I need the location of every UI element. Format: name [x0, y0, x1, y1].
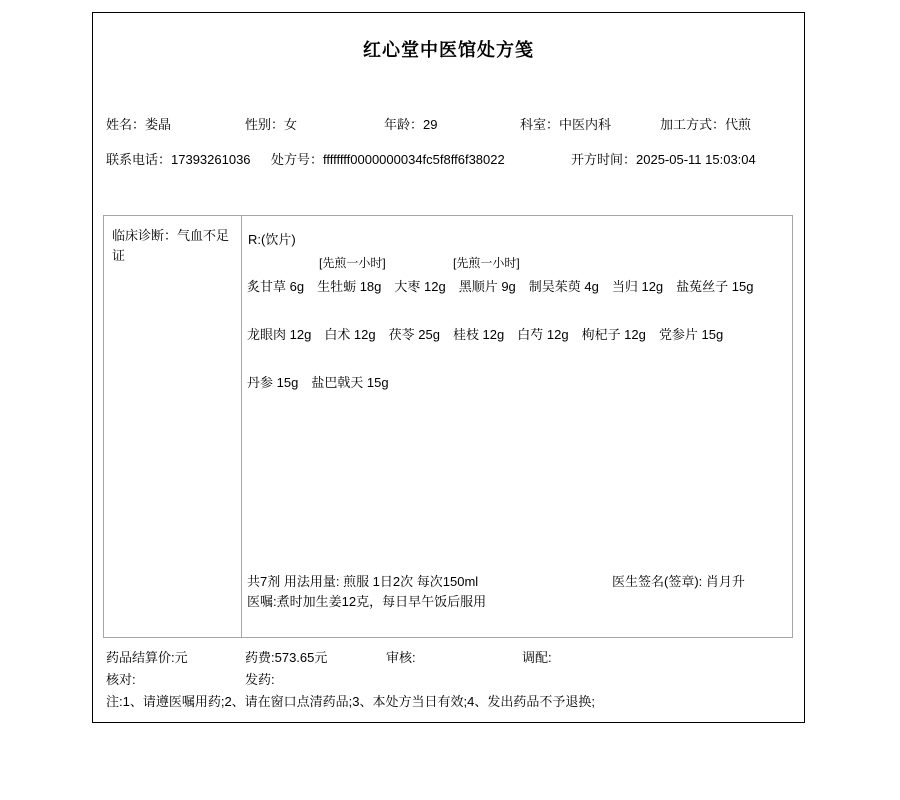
- doctor-instructions: 医嘱:煮时加生姜12克，每日早午饭后服用: [247, 594, 487, 609]
- herb-line-3: [247, 372, 402, 391]
- settlement-price: 药品结算价:元: [106, 650, 188, 665]
- check-field: 核对:: [106, 672, 136, 687]
- rx-content-cell: [242, 216, 792, 637]
- herb-item: 盐巴戟天 15g: [311, 375, 389, 390]
- herb-item: 丹参 15g: [247, 375, 299, 390]
- patient-gender: 性别：女: [245, 117, 298, 132]
- prescription-box: [103, 215, 793, 638]
- footer-note: 注:1、请遵医嘱用药;2、请在窗口点清药品;3、本处方当日有效;4、发出药品不予退换;: [106, 694, 595, 709]
- herb-item: 大枣 12g: [394, 279, 446, 294]
- herb-item: 龙眼肉 12g: [247, 327, 312, 342]
- herb-item: 盐菟丝子 15g: [676, 279, 754, 294]
- patient-name: 姓名：娄晶: [106, 117, 172, 132]
- dispense-field: 调配:: [522, 650, 552, 665]
- herb-line-2: [247, 324, 736, 343]
- herb-item: 党参片 15g: [658, 327, 724, 342]
- processing-method: 加工方式：代煎: [660, 117, 752, 132]
- department: 科室：中医内科: [520, 117, 612, 132]
- herb-item: 白术 12g: [324, 327, 376, 342]
- issue-time: 开方时间：2025-05-11 15:03:04: [571, 152, 756, 167]
- doctor-signature: 医生签名(签章): 肖月升: [612, 574, 745, 589]
- issue-field: 发药:: [245, 672, 275, 687]
- herb-item: 炙甘草 6g: [247, 279, 305, 294]
- usage-dosage: 共7剂 用法用量: 煎服 1日2次 每次150ml: [247, 574, 479, 589]
- prescription-number: 处方号：ffffffff0000000034fc5f8ff6f38022: [271, 152, 505, 167]
- herb-line-1: [247, 276, 766, 295]
- herb-item: 白芍 12g: [517, 327, 569, 342]
- prescription-sheet: [92, 12, 805, 723]
- pre-decoction-note-1: [先煎一小时]: [319, 256, 386, 270]
- herb-item: 黑顺片 9g: [458, 279, 516, 294]
- review-field: 审核:: [386, 650, 416, 665]
- herb-item: 茯苓 25g: [388, 327, 440, 342]
- herb-item: 当归 12g: [611, 279, 664, 294]
- pre-decoction-note-2: [先煎一小时]: [453, 256, 520, 270]
- patient-age: 年龄：29: [384, 117, 438, 132]
- herb-item: 生牡蛎 18g: [317, 279, 382, 294]
- medicine-fee: 药费:573.65元: [245, 650, 328, 665]
- clinical-diagnosis: 临床诊断：气血不足证: [104, 216, 242, 637]
- rx-header: R:(饮片): [248, 232, 296, 247]
- herb-item: 制吴茱萸 4g: [528, 279, 599, 294]
- contact-phone: 联系电话：17393261036: [106, 152, 251, 167]
- herb-item: 桂枝 12g: [452, 327, 505, 342]
- page-title: 红心堂中医馆处方笺: [363, 40, 534, 60]
- herb-item: 枸杞子 12g: [581, 327, 646, 342]
